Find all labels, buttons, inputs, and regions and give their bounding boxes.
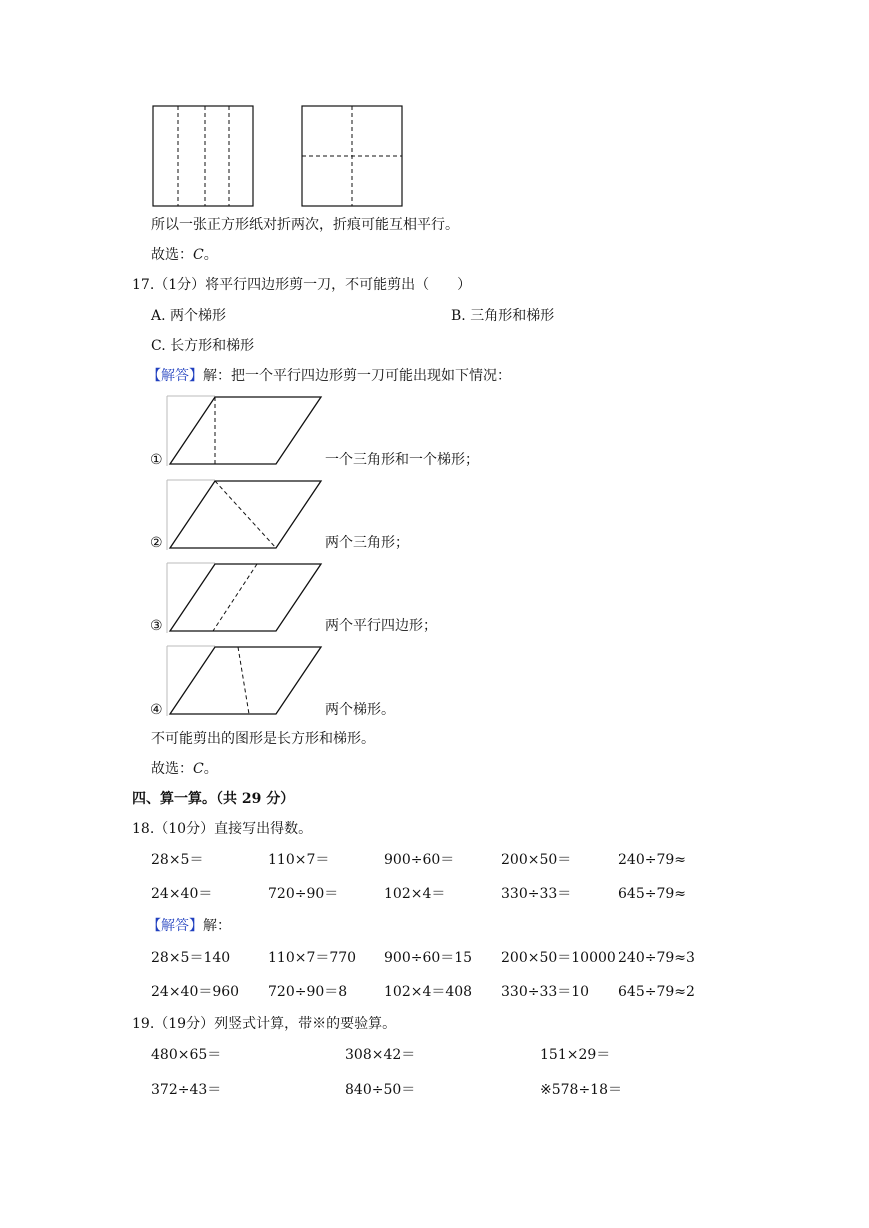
parallelogram-cut-4 xyxy=(165,644,325,718)
q18-problem: 102×4＝ xyxy=(384,886,446,902)
q18-answer: 102×4＝408 xyxy=(384,984,473,1000)
q19-stem: 19.（19分）列竖式计算，带※的要验算。 xyxy=(132,1016,397,1032)
case-1-mark: ① xyxy=(150,452,163,468)
q18-problem: 24×40＝ xyxy=(151,886,213,902)
case-4-mark: ④ xyxy=(150,702,163,718)
intro-conclusion: 所以一张正方形纸对折两次，折痕可能互相平行。 xyxy=(151,217,459,233)
q17-option-a: A. 两个梯形 xyxy=(151,308,227,324)
case-2-mark: ② xyxy=(150,535,163,551)
q18-problem: 28×5＝ xyxy=(151,852,204,868)
parallelogram-cut-1 xyxy=(165,394,325,468)
q19-problem: 308×42＝ xyxy=(345,1047,416,1063)
parallelogram-cut-3 xyxy=(165,561,325,635)
q18-answer: 110×7＝770 xyxy=(268,950,357,966)
intro-answer: 故选：C。 xyxy=(151,247,218,263)
q17-conclusion: 不可能剪出的图形是长方形和梯形。 xyxy=(151,731,375,747)
q18-problem: 240÷79≈ xyxy=(618,852,686,868)
case-2-desc: 两个三角形； xyxy=(325,535,409,551)
q18-problem: 900÷60＝ xyxy=(384,852,455,868)
q18-answer: 240÷79≈3 xyxy=(618,950,695,966)
q18-solution: 【解答】解： xyxy=(147,918,231,934)
q17-answer: 故选：C。 xyxy=(151,761,218,777)
q18-problem: 645÷79≈ xyxy=(618,886,686,902)
q17-solution: 【解答】解：把一个平行四边形剪一刀可能出现如下情况： xyxy=(147,368,511,384)
q18-problem: 200×50＝ xyxy=(501,852,572,868)
parallelogram-cut-2 xyxy=(165,478,325,552)
q18-answer: 720÷90＝8 xyxy=(268,984,348,1000)
q18-answer: 200×50＝10000 xyxy=(501,950,616,966)
q18-problem: 330÷33＝ xyxy=(501,886,572,902)
q18-problem: 110×7＝ xyxy=(268,852,330,868)
case-3-mark: ③ xyxy=(150,618,163,634)
q17-stem: 17.（1分）将平行四边形剪一刀，不可能剪出（ ） xyxy=(132,277,472,293)
case-1-desc: 一个三角形和一个梯形； xyxy=(325,452,479,468)
folded-paper-figures xyxy=(150,104,406,208)
q18-answer: 900÷60＝15 xyxy=(384,950,473,966)
q18-stem: 18.（10分）直接写出得数。 xyxy=(132,821,313,837)
q18-answer: 28×5＝140 xyxy=(151,950,231,966)
q19-problem: 372÷43＝ xyxy=(151,1082,222,1098)
case-3-desc: 两个平行四边形； xyxy=(325,618,437,634)
q17-option-b: B. 三角形和梯形 xyxy=(451,308,555,324)
q19-problem: ※578÷18＝ xyxy=(540,1082,622,1098)
q19-problem: 151×29＝ xyxy=(540,1047,611,1063)
q18-answer: 645÷79≈2 xyxy=(618,984,695,1000)
q19-problem: 480×65＝ xyxy=(151,1047,222,1063)
section-heading: 四、算一算。（共 29 分） xyxy=(132,791,295,807)
q18-answer: 330÷33＝10 xyxy=(501,984,590,1000)
q17-option-c: C. 长方形和梯形 xyxy=(151,338,255,354)
solution-tag: 【解答】 xyxy=(147,368,203,384)
q18-problem: 720÷90＝ xyxy=(268,886,339,902)
case-4-desc: 两个梯形。 xyxy=(325,702,395,718)
q18-answer: 24×40＝960 xyxy=(151,984,240,1000)
q19-problem: 840÷50＝ xyxy=(345,1082,416,1098)
solution-tag: 【解答】 xyxy=(147,918,203,934)
